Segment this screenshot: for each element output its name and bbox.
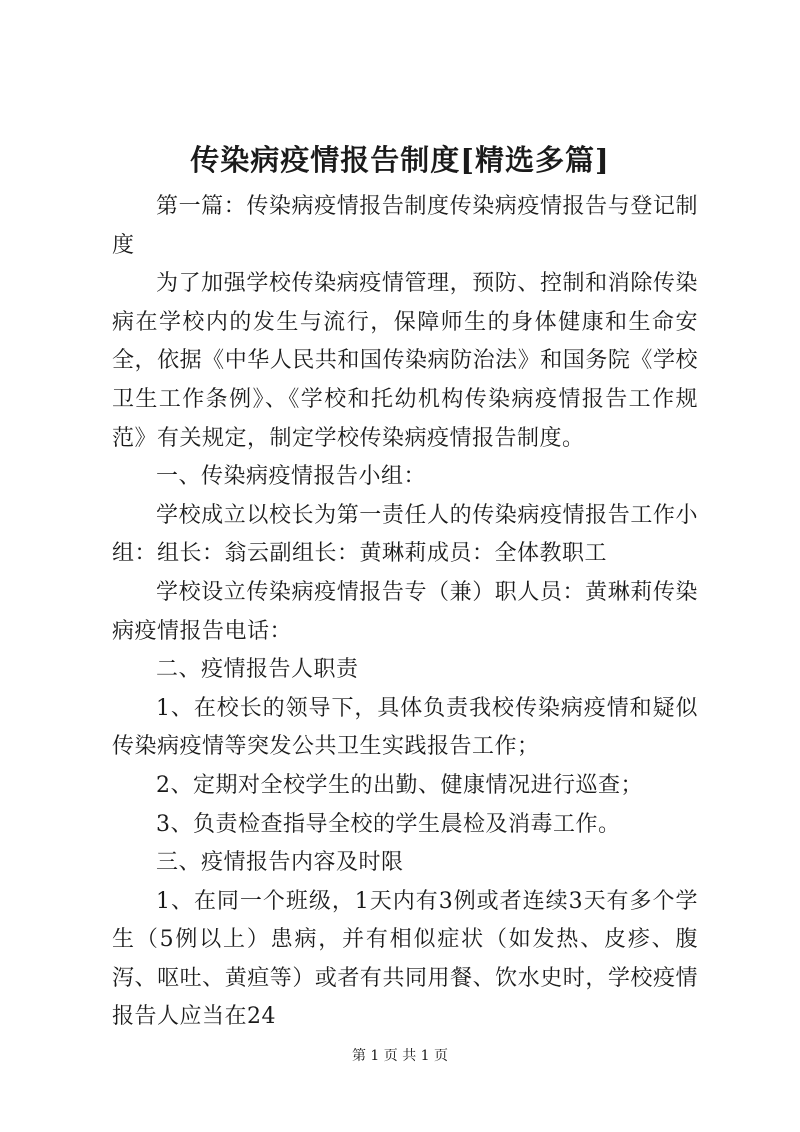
- section-heading-content: 三、疫情报告内容及时限: [156, 850, 404, 876]
- report-group-paragraph: 学校成立以校长为第一责任人的传染病疫情报告工作小组：组长：翁云副组长：黄琳莉成员：全体教职工: [112, 502, 698, 567]
- document-body: [112, 188, 698, 1037]
- duty-item-3: 3、负责检查指导全校的学生晨检及消毒工作。: [156, 811, 621, 837]
- section-heading-duties: 二、疫情报告人职责: [156, 657, 359, 683]
- section-heading-report-group: 一、传染病疫情报告小组：: [156, 464, 427, 490]
- duty-item-1: 1、在校长的领导下，具体负责我校传染病疫情和疑似传染病疫情等突发公共卫生实践报告工作；: [112, 695, 698, 760]
- section-heading-first: 第一篇：传染病疫情报告制度传染病疫情报告与登记制度: [112, 194, 698, 258]
- page-footer: 第 1 页 共 1 页: [351, 1048, 449, 1064]
- intro-paragraph: 为了加强学校传染病疫情管理，预防、控制和消除传染病在学校内的发生与流行，保障师生的身体健康和生命安全，依据《中华人民共和国传染病防治法》和国务院《学校卫生工作条例》、《学校和托幼机构传染病疫情报告工作规范》有关规定，制定学校传染病疫情报告制度。: [112, 271, 698, 451]
- report-staff-paragraph: 学校设立传染病疫情报告专（兼）职人员：黄琳莉传染病疫情报告电话：: [112, 579, 698, 644]
- content-item-1: 1、在同一个班级，1天内有3例或者连续3天有多个学生（5例以上）患病，并有相似症状（如发热、皮疹、腹泻、呕吐、黄疸等）或者有共同用餐、饮水史时，学校疫情报告人应当在24: [112, 888, 698, 1030]
- document-title: 传染病疫情报告制度[精选多篇]: [190, 143, 610, 177]
- duty-item-2: 2、定期对全校学生的出勤、健康情况进行巡查；: [156, 772, 643, 798]
